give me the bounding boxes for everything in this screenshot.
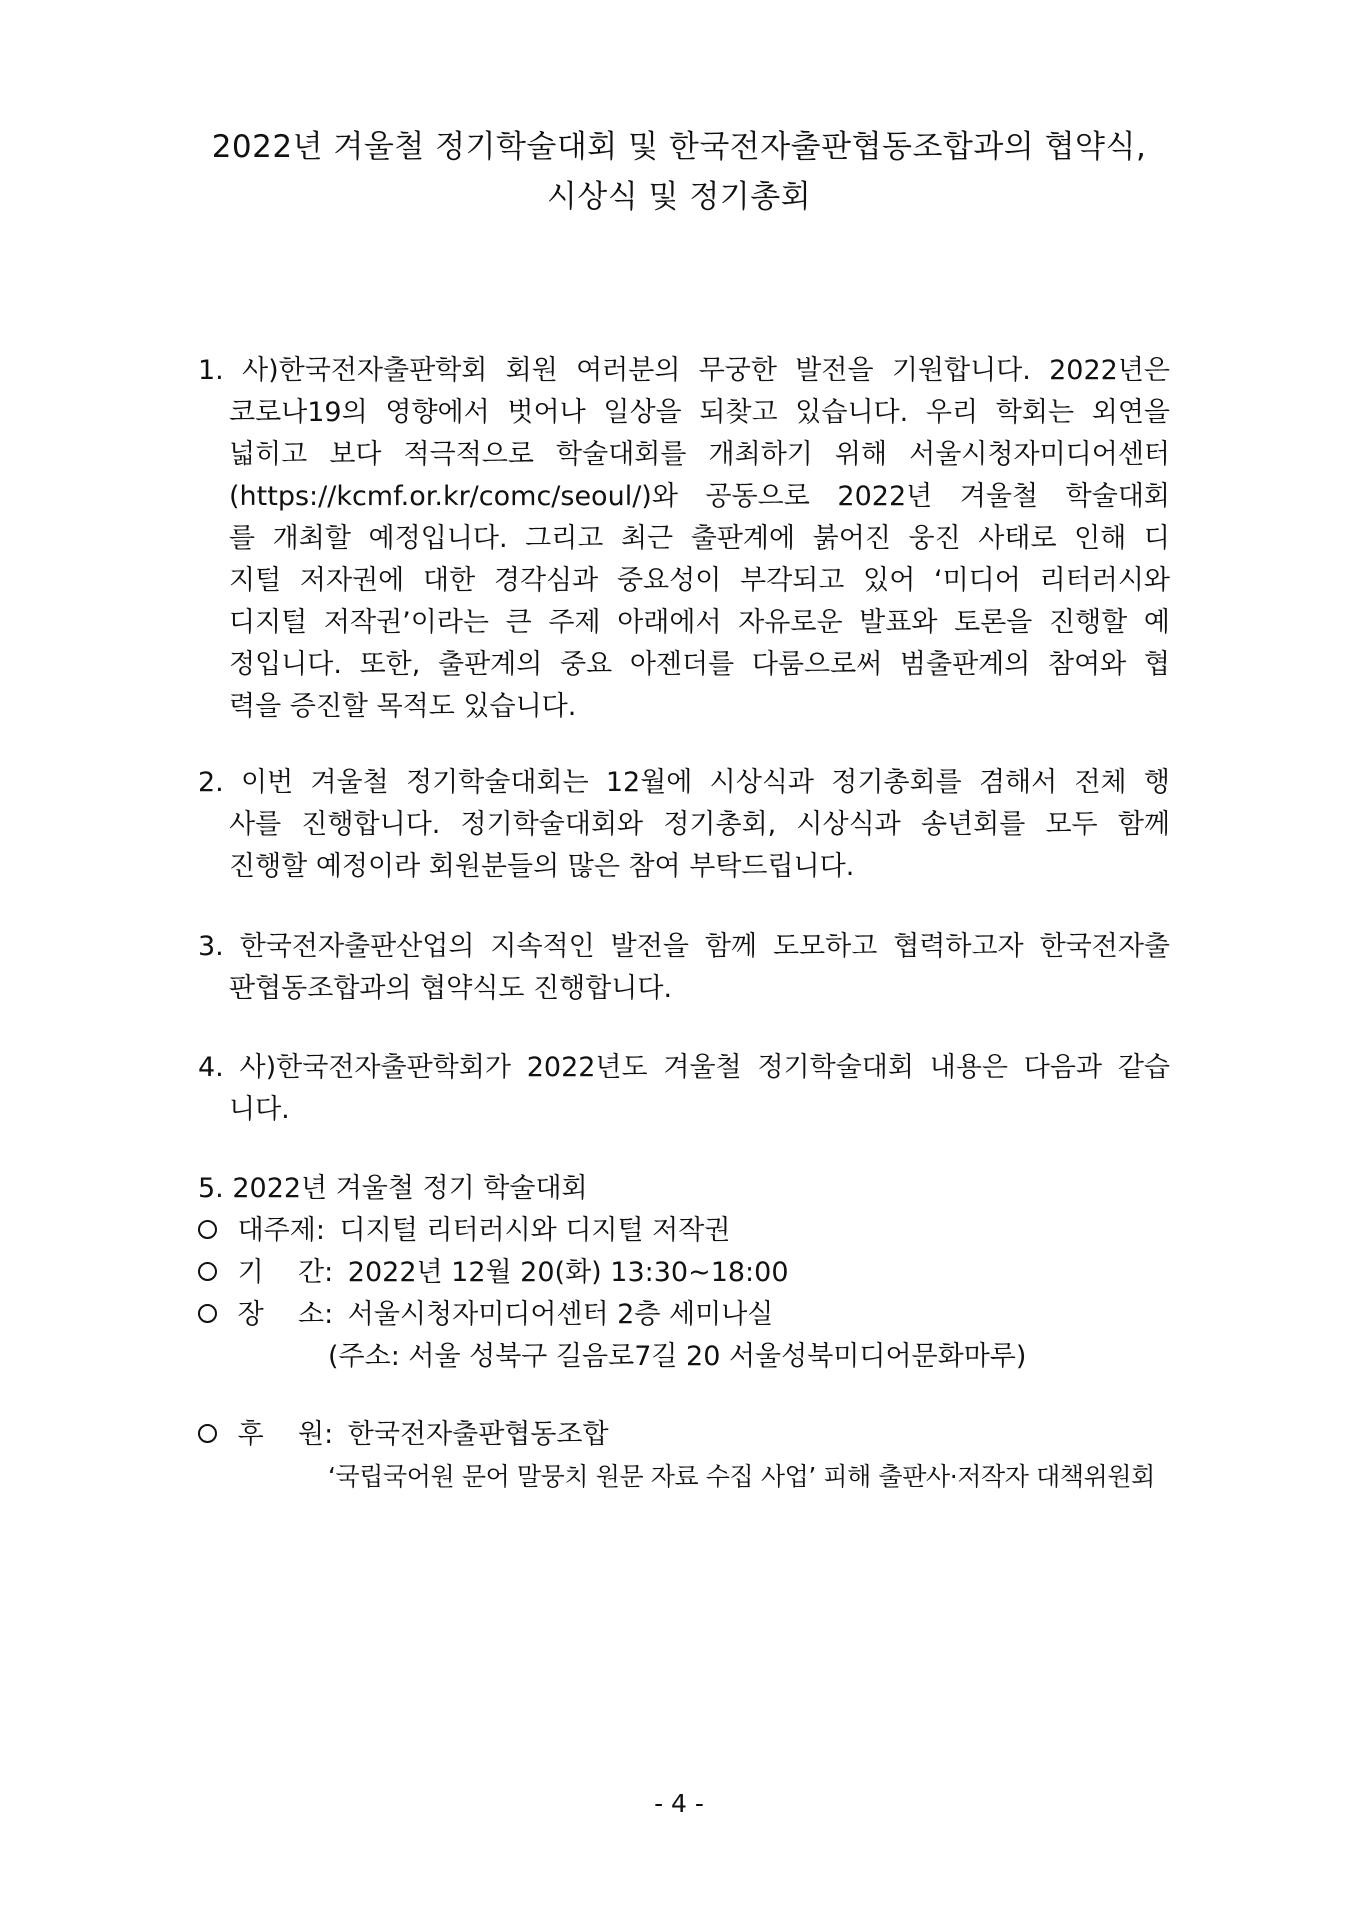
page-number: - 4 - <box>654 1789 704 1818</box>
section-1 <box>198 350 1170 728</box>
period-value: 2022년 12월 20(화) 13:30~18:00 <box>347 1257 789 1288</box>
section-1-line: 1. 사)한국전자출판학회 회원 여러분의 무궁한 발전을 기원합니다. 2022년은 <box>198 355 1170 386</box>
section-1-line: 를 개최할 예정입니다. 그리고 최근 출판계에 붉어진 웅진 사태로 인해 디 <box>229 523 1170 554</box>
section-1-line: (https://kcmf.or.kr/comc/seoul/)와 공동으로 2022년 겨울철 학술대회 <box>229 481 1170 512</box>
sponsor-value-2: ‘국립국어원 문어 말뭉치 원문 자료 수집 사업’ 피해 출판사·저작자 대책위원회 <box>328 1462 1155 1491</box>
sponsor-value: 한국전자출판협동조합 <box>347 1419 609 1450</box>
title-line-2: 시상식 및 정기총회 <box>546 179 812 215</box>
section-1-line: 디지털 저작권’이라는 큰 주제 아래에서 자유로운 발표와 토론을 진행할 예 <box>229 607 1170 638</box>
venue-address: (주소: 서울 성북구 길음로7길 20 서울성북미디어문화마루) <box>328 1341 1027 1372</box>
venue-label: 장 소: <box>237 1299 334 1330</box>
sponsor-label: 후 원: <box>237 1419 334 1450</box>
section-2-line: 2. 이번 겨울철 정기학술대회는 12월에 시상식과 정기총회를 겸해서 전체 행 <box>198 767 1170 798</box>
section-4-line: 4. 사)한국전자출판학회가 2022년도 겨울철 정기학술대회 내용은 다음과 같습 <box>198 1052 1170 1083</box>
section-5-heading: 5. 2022년 겨울철 정기 학술대회 <box>198 1173 588 1204</box>
section-2-line: 진행할 예정이라 회원분들의 많은 참여 부탁드립니다. <box>229 851 855 882</box>
section-1-line: 정입니다. 또한, 출판계의 중요 아젠더를 다룸으로써 범출판계의 참여와 협 <box>229 649 1170 680</box>
period-label: 기 간: <box>237 1257 334 1288</box>
period-row <box>198 1252 789 1294</box>
sponsor-row <box>198 1414 609 1456</box>
section-1-line: 넓히고 보다 적극적으로 학술대회를 개최하기 위해 서울시청자미디어센터 <box>229 439 1170 470</box>
section-4 <box>198 1047 1170 1131</box>
bullet-circle-icon <box>198 1304 217 1323</box>
section-1-line: 코로나19의 영향에서 벗어나 일상을 되찾고 있습니다. 우리 학회는 외연을 <box>229 397 1170 428</box>
theme-row <box>198 1210 730 1252</box>
document-title <box>0 122 1358 222</box>
section-1-line: 력을 증진할 목적도 있습니다. <box>229 691 577 722</box>
theme-value: 디지털 리터러시와 디지털 저작권 <box>339 1215 731 1246</box>
section-2-line: 사를 진행합니다. 정기학술대회와 정기총회, 시상식과 송년회를 모두 함께 <box>229 809 1170 840</box>
section-2 <box>198 762 1170 888</box>
section-3 <box>198 926 1170 1010</box>
section-1-line: 지털 저자권에 대한 경각심과 중요성이 부각되고 있어 ‘미디어 리터러시와 <box>229 565 1170 596</box>
section-4-line: 니다. <box>229 1094 290 1125</box>
bullet-circle-icon <box>198 1424 217 1443</box>
title-line-1: 2022년 겨울철 정기학술대회 및 한국전자출판협동조합과의 협약식, <box>211 129 1147 165</box>
section-3-line: 판협동조합과의 협약식도 진행합니다. <box>229 973 673 1004</box>
venue-row <box>198 1294 773 1336</box>
theme-label: 대주제: <box>237 1215 325 1246</box>
bullet-circle-icon <box>198 1262 217 1281</box>
venue-value: 서울시청자미디어센터 2층 세미나실 <box>347 1299 774 1330</box>
bullet-circle-icon <box>198 1220 217 1239</box>
section-3-line: 3. 한국전자출판산업의 지속적인 발전을 함께 도모하고 협력하고자 한국전자출 <box>198 931 1170 962</box>
